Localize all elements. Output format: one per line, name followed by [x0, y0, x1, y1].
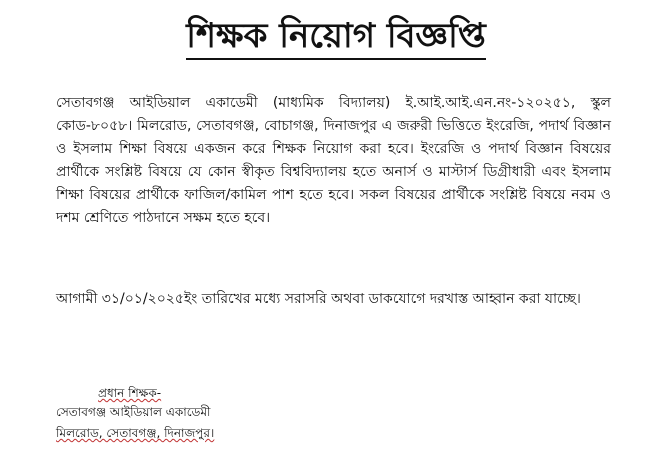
notice-title — [0, 14, 672, 58]
notice-title-text: শিক্ষক নিয়োগ বিজ্ঞপ্তি — [186, 16, 486, 60]
notice-paragraph-requirements: সেতাবগঞ্জ আইডিয়াল একাডেমী (মাধ্যমিক বিদ্যালয়) ই.আই.আই.এন.নং-১২০২৫১, স্কুল কোড-৮০৫৮। মিলরোড, সেতাবগঞ্জ, বোচাগঞ্জ, দিনাজপুর এ জরুরী ভিত্তিতে ইংরেজি, পদার্থ বিজ্ঞান ও ইসলাম শিক্ষা বিষয়ে একজন করে শিক্ষক নিয়োগ করা হবে। ইংরেজি ও পদার্থ বিজ্ঞান বিষয়ের প্রার্থীকে সংশ্লিষ্ট বিষয়ে যে কোন স্বীকৃত বিশ্ববিদ্যালয় হতে অনার্স ও মাস্টার্স ডিগ্রীধারী এবং ইসলাম শিক্ষা বিষয়ের প্রার্থীকে ফাজিল/কামিল পাশ হতে হবে। সকল বিষয়ের প্রার্থীকে সংশ্লিষ্ট বিষয়ে নবম ও দশম শ্রেণিতে পাঠদানে সক্ষম হতে হবে। — [56, 95, 611, 226]
signature-role — [98, 384, 161, 402]
signature-role-text: প্রধান শিক্ষক- — [98, 386, 162, 400]
signature-address — [56, 424, 214, 442]
signature-address-text: মিলরোড, সেতাবগঞ্জ, দিনাজপুর। — [56, 426, 215, 440]
notice-paragraph-deadline: আগামী ৩১/০১/২০২৫ইং তারিখের মধ্যে সরাসরি অথবা ডাকযোগে দরখাস্ত আহ্বান করা যাচ্ছে। — [56, 291, 581, 307]
signature-school-name: সেতাবগঞ্জ আইডিয়াল একাডেমী — [56, 405, 211, 419]
